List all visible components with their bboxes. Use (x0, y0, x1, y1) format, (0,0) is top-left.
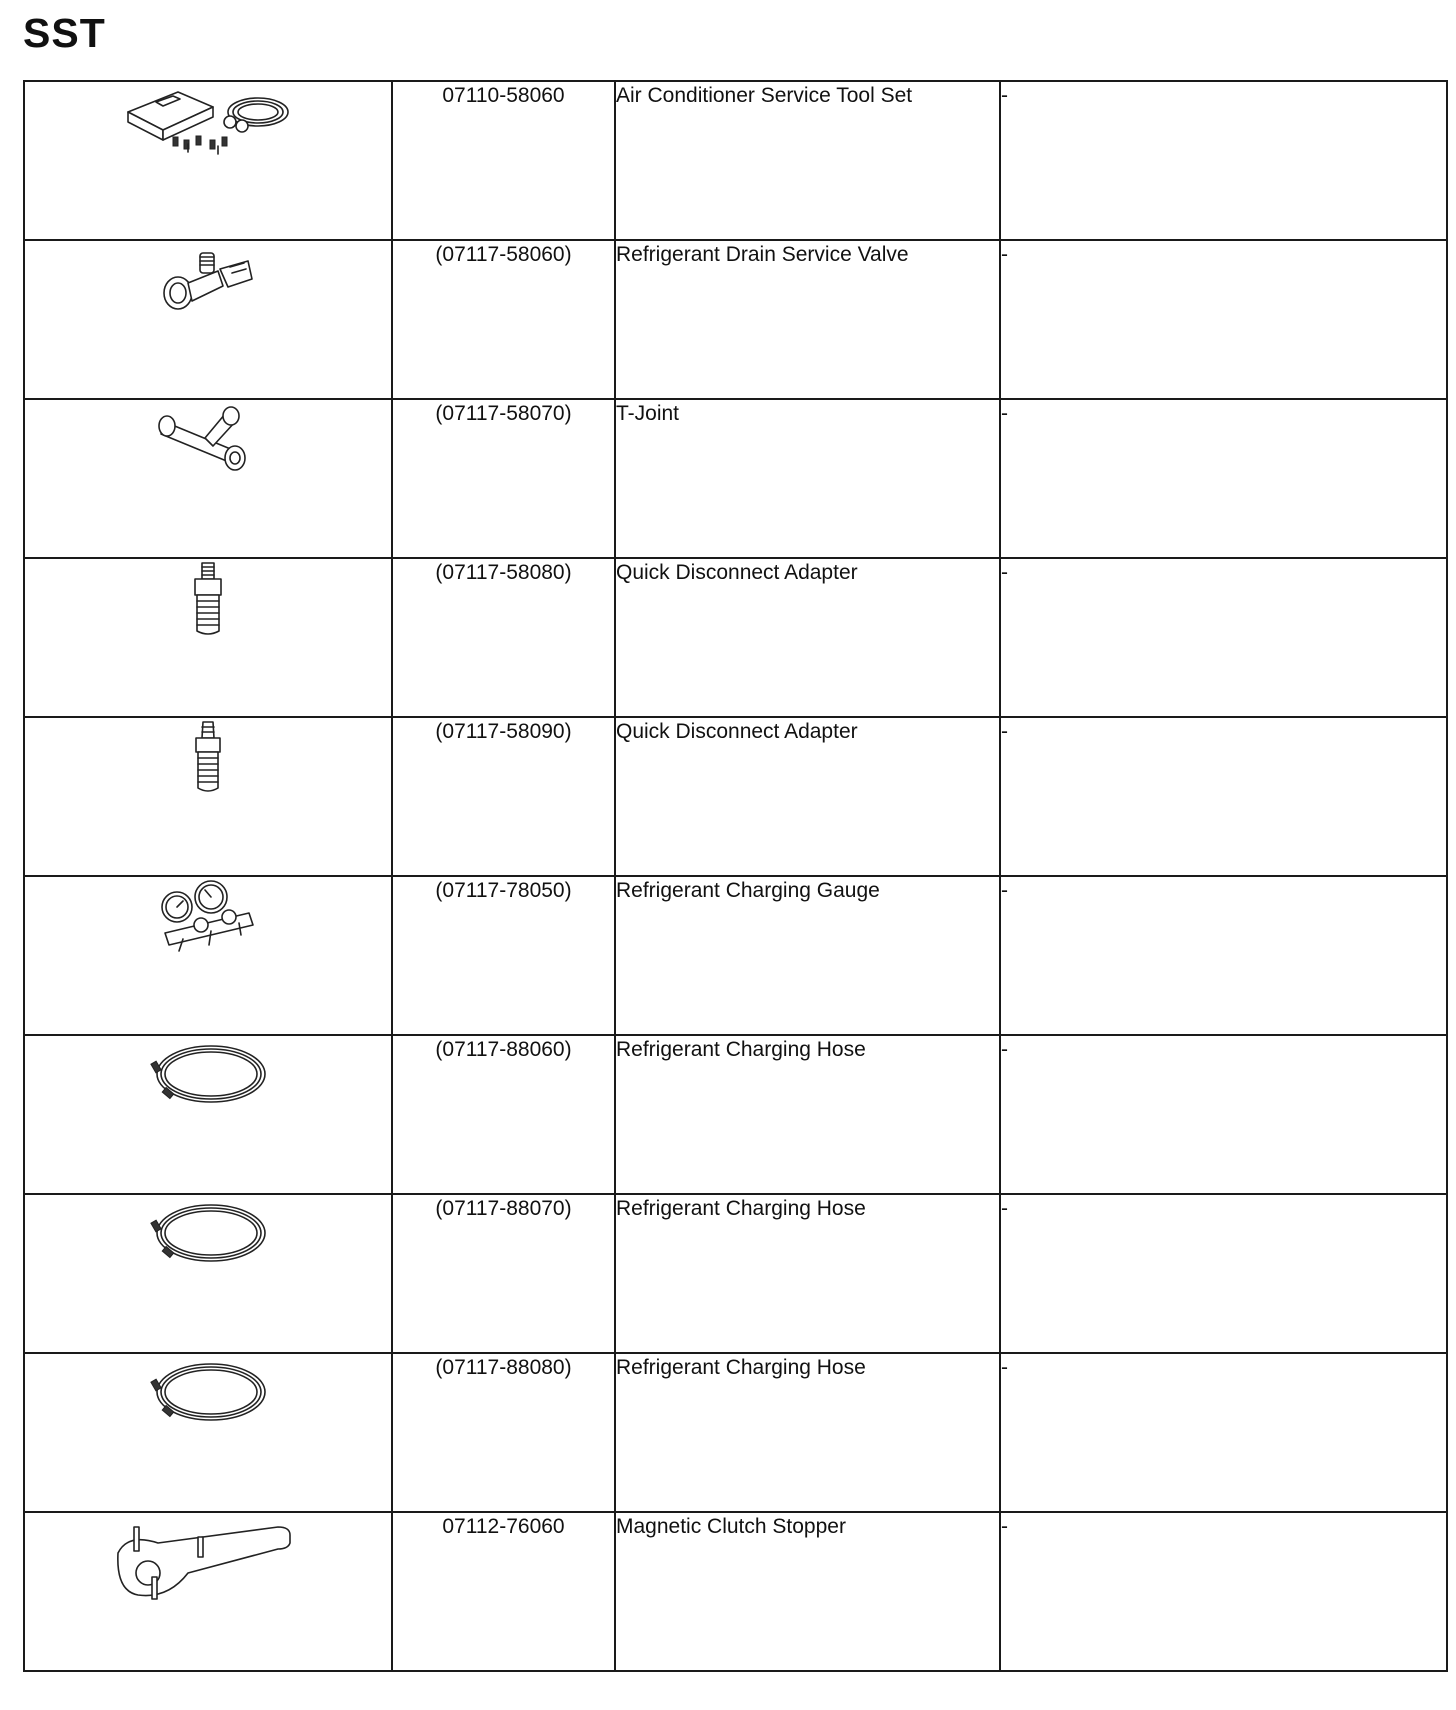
part-number: (07117-88080) (392, 1353, 615, 1512)
table-row (24, 1353, 1447, 1512)
tool-name: T-Joint (615, 399, 1000, 558)
tool-name: Refrigerant Charging Hose (615, 1035, 1000, 1194)
tool-name: Refrigerant Charging Gauge (615, 876, 1000, 1035)
tool-note: - (1000, 240, 1447, 399)
quick-disconnect-adapter-icon (183, 559, 233, 639)
table-row (24, 240, 1447, 399)
table-row (24, 876, 1447, 1035)
charging-hose-icon (143, 1195, 273, 1275)
charging-hose-icon (143, 1036, 273, 1116)
tool-illustration-cell (24, 81, 392, 240)
sst-table (23, 80, 1448, 1672)
tool-illustration-cell (24, 558, 392, 717)
tool-note: - (1000, 81, 1447, 240)
tool-name: Quick Disconnect Adapter (615, 717, 1000, 876)
part-number: (07117-58080) (392, 558, 615, 717)
magnetic-clutch-stopper-icon (108, 1513, 308, 1603)
page-title: SST (23, 10, 106, 56)
table-row (24, 1512, 1447, 1671)
part-number: (07117-88060) (392, 1035, 615, 1194)
part-number: (07117-58090) (392, 717, 615, 876)
t-joint-icon (153, 400, 263, 480)
charging-gauge-icon (153, 877, 263, 957)
tool-note: - (1000, 1194, 1447, 1353)
tool-note: - (1000, 1035, 1447, 1194)
quick-disconnect-adapter-icon (183, 718, 233, 798)
tool-name: Air Conditioner Service Tool Set (615, 81, 1000, 240)
table-row (24, 81, 1447, 240)
charging-hose-icon (143, 1354, 273, 1434)
tool-illustration-cell (24, 1512, 392, 1671)
part-number: (07117-78050) (392, 876, 615, 1035)
table-row (24, 558, 1447, 717)
tool-illustration-cell (24, 1035, 392, 1194)
ac-service-tool-set-icon (118, 82, 298, 172)
table-row (24, 717, 1447, 876)
tool-note: - (1000, 717, 1447, 876)
tool-note: - (1000, 876, 1447, 1035)
part-number: (07117-58070) (392, 399, 615, 558)
tool-note: - (1000, 1353, 1447, 1512)
drain-service-valve-icon (148, 241, 268, 321)
part-number: 07112-76060 (392, 1512, 615, 1671)
tool-illustration-cell (24, 876, 392, 1035)
tool-name: Magnetic Clutch Stopper (615, 1512, 1000, 1671)
tool-name: Refrigerant Charging Hose (615, 1194, 1000, 1353)
tool-name: Quick Disconnect Adapter (615, 558, 1000, 717)
tool-note: - (1000, 399, 1447, 558)
tool-illustration-cell (24, 717, 392, 876)
part-number: (07117-58060) (392, 240, 615, 399)
tool-note: - (1000, 1512, 1447, 1671)
tool-note: - (1000, 558, 1447, 717)
tool-illustration-cell (24, 1353, 392, 1512)
tool-illustration-cell (24, 399, 392, 558)
tool-name: Refrigerant Charging Hose (615, 1353, 1000, 1512)
table-row (24, 1035, 1447, 1194)
table-row (24, 1194, 1447, 1353)
part-number: 07110-58060 (392, 81, 615, 240)
tool-illustration-cell (24, 240, 392, 399)
part-number: (07117-88070) (392, 1194, 615, 1353)
tool-name: Refrigerant Drain Service Valve (615, 240, 1000, 399)
table-row (24, 399, 1447, 558)
tool-illustration-cell (24, 1194, 392, 1353)
